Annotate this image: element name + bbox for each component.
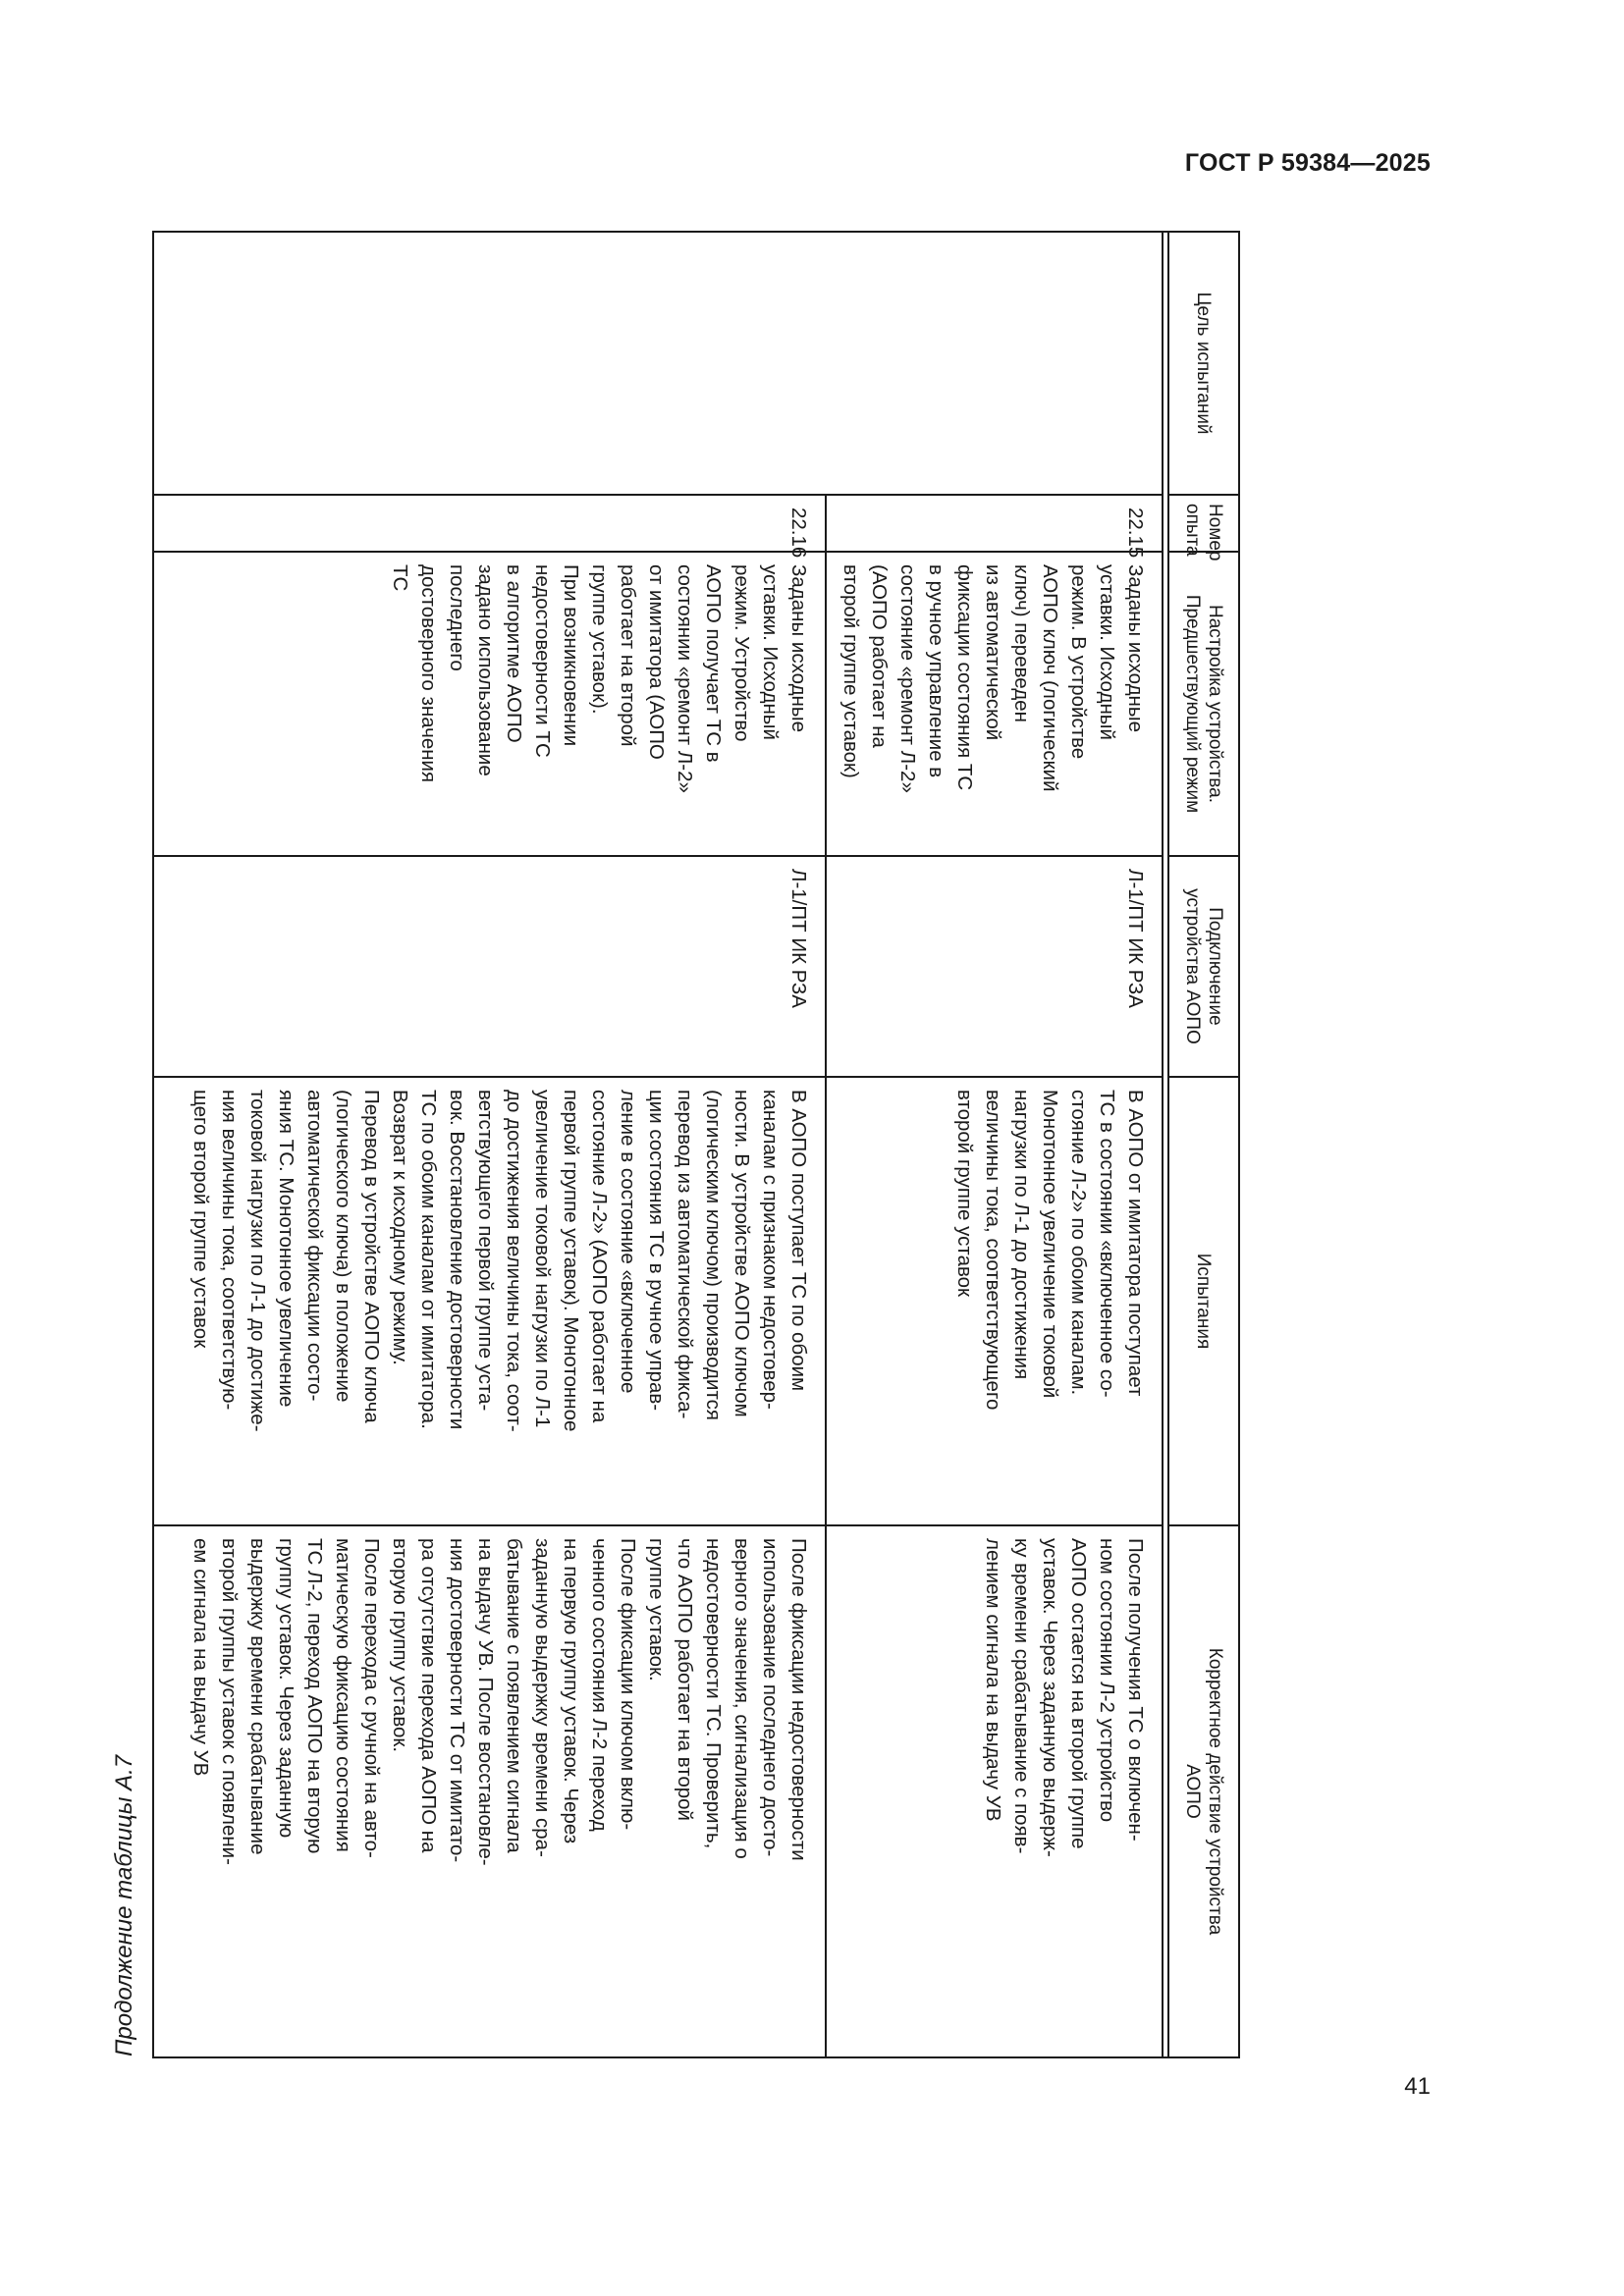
cell-text-line: уставок. Через заданную выдерж- [1039, 1538, 1061, 1857]
cell-text-line: работает на второй [617, 564, 639, 747]
cell-text-line: ции состояния ТС в ручное управ- [645, 1090, 668, 1412]
cell-text-line: достоверного значения [417, 564, 440, 783]
cell-text-line: АОПО остается на второй группе [1067, 1538, 1090, 1849]
cell-text-line: яния ТС. Монотонное увеличение [275, 1090, 298, 1408]
cell-text-line: последнего [446, 564, 468, 671]
cell-text-line: фиксации состояния ТС [953, 564, 976, 791]
cell-goal [826, 232, 1163, 495]
cell-text-line: батывание с появлением сигнала [503, 1538, 525, 1853]
cell-text-line: заданную выдержку времени сра- [531, 1538, 554, 1857]
cell-text-line: (АОПО работает на [868, 564, 891, 748]
cell-text-line: Заданы исходные [1124, 564, 1147, 732]
header-line: Испытания [1193, 1253, 1215, 1350]
cell-text-line: При возникновении [560, 564, 582, 747]
header-line: опыта [1182, 504, 1203, 557]
cell-text-line: выдержку времени срабатывание [246, 1538, 269, 1855]
cell-text: Л-1/ПТ ИК РЗА [1124, 869, 1147, 1008]
cell-text-line: ключ) переведен [1010, 564, 1033, 722]
cell-text-line: группе уставок). [588, 564, 611, 715]
cell-text-line: ния величины тока, соответствую- [218, 1090, 241, 1411]
cell-text-line: В АОПО от имитатора поступает [1124, 1090, 1147, 1397]
cell-test-number [826, 495, 1163, 559]
header-line: Цель испытаний [1193, 292, 1215, 435]
tests-table [152, 231, 1240, 2058]
cell-text: 22.16 [787, 507, 810, 559]
cell-text-line: ченного состояния Л-2 переход [588, 1538, 611, 1832]
cell-text-line: Монотонное увеличение токовой [1039, 1090, 1061, 1399]
cell-text-line: второй группы уставок с появлени- [218, 1538, 241, 1865]
cell-text-line: автоматической фиксации состо- [303, 1090, 326, 1402]
cell-text-line: в алгоритме АОПО [503, 564, 525, 743]
cell-text: Л-1/ПТ ИК РЗА [787, 869, 810, 1008]
cell-text-line: увеличение токовой нагрузки по Л-1 [531, 1090, 554, 1428]
table-caption: Продолжение таблицы А.7 [111, 1754, 137, 2056]
header-goal [1168, 232, 1239, 495]
cell-text-line: уставки. Исходный [759, 564, 782, 740]
cell-text-line: состояние «ремонт Л-2» [896, 564, 919, 793]
cell-text-line: После фиксации ключом вклю- [617, 1538, 639, 1831]
cell-text-line: Возврат к исходному режиму. [389, 1090, 411, 1365]
header-correct-action [1168, 1525, 1239, 2057]
cell-text-line: ности. В устройстве АОПО ключом [731, 1090, 753, 1417]
cell-text-line: В АОПО поступает ТС по обоим [787, 1090, 810, 1392]
cell-goal [153, 232, 826, 495]
cell-text-line: уставки. Исходный [1096, 564, 1118, 740]
cell-text-line: в ручное управление в [925, 564, 947, 778]
header-line: Номер [1205, 504, 1225, 561]
cell-text-line: (логическим ключом) производится [702, 1090, 725, 1420]
cell-text-line: недостоверности ТС [531, 564, 554, 758]
cell-text-line: из автоматической [982, 564, 1004, 741]
header-line: Подключение [1205, 907, 1225, 1026]
cell-text-line: верного значения, сигнализация о [731, 1538, 753, 1859]
cell-text-line: что АОПО работает на второй [674, 1538, 696, 1822]
cell-correct-action [153, 1525, 826, 2057]
cell-tests [153, 1077, 826, 1525]
cell-text-line: ку времени срабатывание с появ- [1010, 1538, 1033, 1854]
cell-test-number [153, 495, 826, 559]
table-row [153, 232, 826, 2057]
cell-text-line: (логического ключа) в положение [332, 1090, 354, 1403]
cell-text-line: ном состоянии Л-2 устройство [1096, 1538, 1118, 1823]
cell-text: 22.15 [1124, 507, 1147, 559]
header-tests [1168, 1077, 1239, 1525]
cell-text-line: перевод из автоматической фикса- [674, 1090, 696, 1419]
cell-text-line: ния достоверности ТС от имитато- [446, 1538, 468, 1863]
cell-text-line: ра отсутствие перехода АОПО на [417, 1538, 440, 1853]
table-header-divider [1163, 232, 1168, 2057]
cell-text-line: После перехода с ручной на авто- [360, 1538, 383, 1858]
cell-text-line: матическую фиксацию состояния [332, 1538, 354, 1852]
cell-text-line: на первую группу уставок. Через [560, 1538, 582, 1844]
cell-text-line: состояние Л-2» (АОПО работает на [588, 1090, 611, 1423]
cell-text-line: задано использование [474, 564, 497, 776]
cell-device-setup [153, 552, 826, 856]
cell-text-line: каналам с признаком недостовер- [759, 1090, 782, 1410]
cell-device-connection [826, 856, 1163, 1077]
cell-text-line: от имитатора (АОПО [645, 564, 668, 760]
cell-text-line: ление в состояние «включенное [617, 1090, 639, 1394]
cell-text-line: После получения ТС о включен- [1124, 1538, 1147, 1842]
header-line: Предшествующий режим [1182, 594, 1203, 814]
cell-text-line: АОПО ключ (логический [1039, 564, 1061, 792]
cell-text-line: Перевод в устройстве АОПО ключа [360, 1090, 383, 1423]
cell-device-setup [826, 552, 1163, 856]
table-row [826, 232, 1163, 2057]
cell-text-line: ТС по обоим каналам от имитатора. [417, 1090, 440, 1429]
header-line: Корректное действие устройства [1205, 1647, 1225, 1936]
cell-text-line: вок. Восстановление достоверности [446, 1090, 468, 1430]
cell-text-line: лением сигнала на выдачу УВ [982, 1538, 1004, 1822]
cell-text-line: ТС Л-2, переход АОПО на вторую [303, 1538, 326, 1854]
table-body [153, 232, 1163, 2057]
cell-text-line: второй группе уставок [953, 1090, 976, 1298]
cell-text-line: После фиксации недостоверности [787, 1538, 810, 1861]
cell-text-line: токовой нагрузки по Л-1 до достиже- [246, 1090, 269, 1432]
cell-text-line: группу уставок. Через заданную [275, 1538, 298, 1839]
cell-text-line: состоянии «ремонт Л-2» [674, 564, 696, 793]
cell-correct-action [826, 1525, 1163, 2057]
header-line: устройства АОПО [1182, 888, 1203, 1044]
header-line: Настройка устройства. [1205, 605, 1225, 803]
header-test-number [1168, 495, 1239, 561]
cell-text-line: ТС [389, 564, 411, 592]
cell-text-line: величины тока, соответствующего [982, 1090, 1004, 1411]
header-device-connection [1168, 856, 1239, 1077]
cell-text-line: режим. Устройство [731, 564, 753, 742]
cell-text-line: недостоверности ТС. Проверить, [702, 1538, 725, 1849]
table-header-row [1168, 232, 1239, 2057]
cell-text-line: АОПО получает ТС в [702, 564, 725, 763]
cell-text-line: Заданы исходные [787, 564, 810, 732]
cell-text-line: ем сигнала на выдачу УВ [189, 1538, 212, 1777]
cell-text-line: режим. В устройстве [1067, 564, 1090, 760]
cell-text-line: ветствующего первой группе уста- [474, 1090, 497, 1412]
cell-text-line: до достижения величины тока, соот- [503, 1090, 525, 1432]
header-device-setup [1168, 552, 1239, 856]
cell-text-line: нагрузки по Л-1 до достижения [1010, 1090, 1033, 1380]
cell-text-line: первой группе уставок). Монотонное [560, 1090, 582, 1432]
cell-text-line: использование последнего досто- [759, 1538, 782, 1857]
header-line: АОПО [1182, 1764, 1203, 1819]
cell-text-line: группе уставок. [645, 1538, 668, 1682]
cell-tests [826, 1077, 1163, 1525]
page-number: 41 [1404, 2073, 1431, 2100]
cell-text-line: на выдачу УВ. После восстановле- [474, 1538, 497, 1866]
cell-text-line: ТС в состоянии «включенное со- [1096, 1090, 1118, 1398]
cell-text-line: стояние Л-2» по обоим каналам. [1067, 1090, 1090, 1396]
document-code: ГОСТ Р 59384—2025 [1184, 149, 1431, 177]
tests-table-rotated [152, 231, 1240, 2056]
cell-text-line: щего второй группе уставок [189, 1090, 212, 1349]
cell-text-line: второй группе уставок) [839, 564, 862, 778]
cell-device-connection [153, 856, 826, 1077]
cell-text-line: вторую группу уставок. [389, 1538, 411, 1753]
